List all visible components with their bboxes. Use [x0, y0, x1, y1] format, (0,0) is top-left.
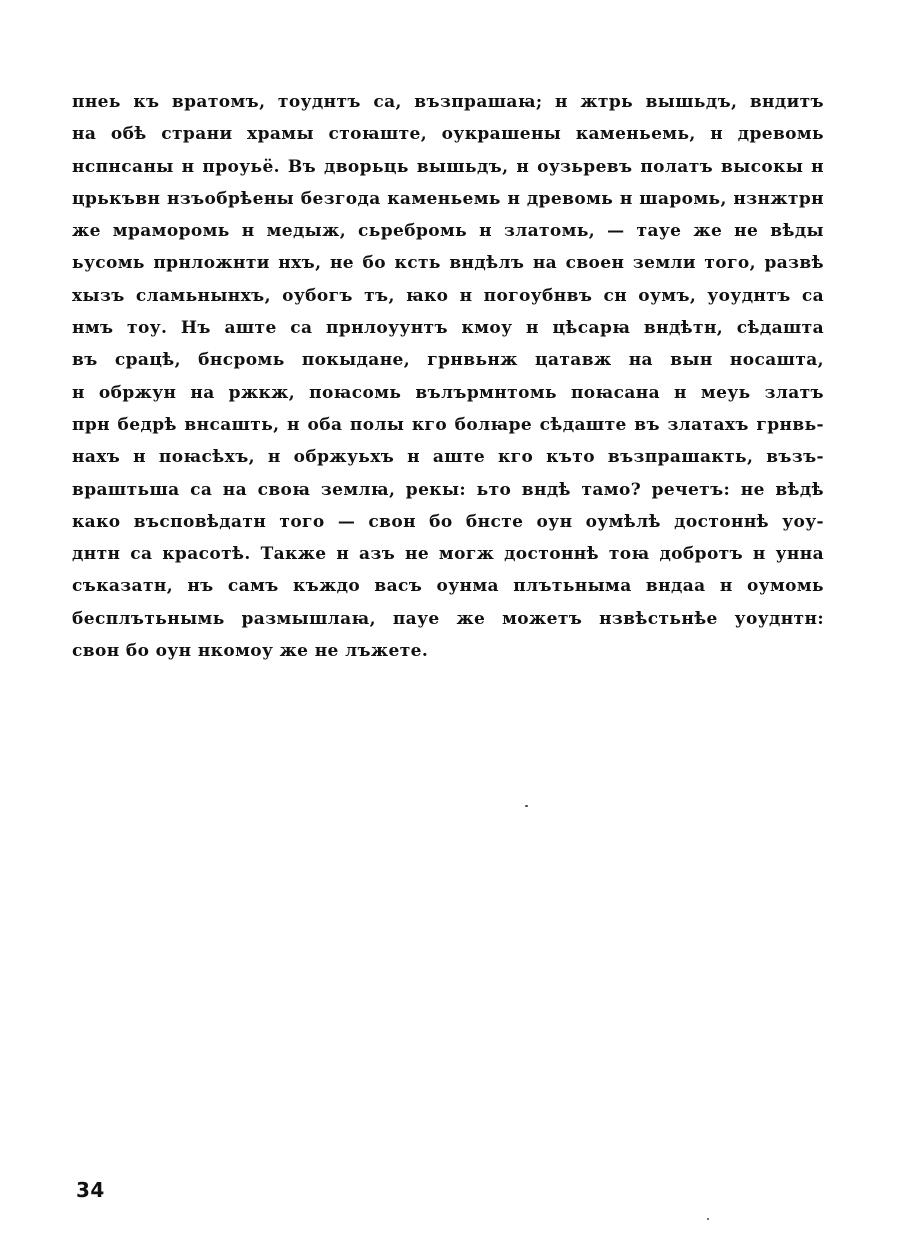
paragraph-line: съказатн, нъ самъ къждо васъ оунма плътьныма вндаа н оумомь: [72, 576, 824, 597]
paragraph-line: свон бо оун нкомоу же не лъжете.: [72, 641, 429, 662]
paragraph-line: како въсповѣдатн того — свон бо бнсте оун оумѣлѣ достоннѣ уоу-: [72, 511, 824, 532]
paragraph-line: нахъ н поꙗсѣхъ, н обржуьхъ н аште кго къто възпрашакть, възъ-: [72, 447, 824, 468]
paragraph-line: враштьша са на своꙗ землꙗ, рекы: ьто вндѣ тамо? речетъ: не вѣдѣ: [72, 479, 824, 500]
paragraph-line: н обржун на ржкж, поꙗсомь вълърмнтомь поꙗсана н меуь златъ: [72, 382, 824, 403]
paragraph-line: хызъ сламьнынхъ, оубогъ тъ, ꙗко н погоубнвъ сн оумъ, уоуднтъ са: [72, 285, 824, 306]
main-paragraph: [72, 86, 824, 667]
paragraph-line: бесплътьнымь размышлаꙗ, пауе же можетъ нзвѣстьнѣе уоуднтн:: [72, 608, 824, 629]
print-speck: [707, 1218, 709, 1220]
paragraph-line: прн бедрѣ внсашть, н оба полы кго болꙗре сѣдаште въ златахъ грнвь-: [72, 414, 824, 435]
page-number: 34: [76, 1178, 105, 1202]
paragraph-line: црькъвн нзъобрѣены безгода каменьемь н древомь н шаромь, нзнжтрн: [72, 188, 824, 209]
print-speck: [525, 805, 528, 807]
paragraph-line: ьусомь прнложнти нхъ, не бо ксть вндѣлъ на своен земли того, развѣ: [72, 253, 824, 274]
paragraph-line: днтн са красотѣ. Также н азъ не могж достоннѣ тоꙗ добротъ н унна: [72, 544, 824, 565]
paragraph-line: въ срацѣ, бнсромь покыдане, грнвьнж цатавж на вын носашта,: [72, 350, 824, 371]
paragraph-line: же мраморомь н медыж, сьребромь н златомь, — тауе же не вѣды: [72, 221, 824, 242]
paragraph-line: пнеь къ вратомъ, тоуднтъ са, възпрашаꙗ; н жтрь вышьдъ, вндитъ: [72, 92, 824, 112]
paragraph-line: на обѣ страни храмы стоꙗште, оукрашены каменьемь, н древомь: [72, 124, 824, 145]
paragraph-line: нмъ тоу. Нъ аште са прнлоуунтъ кмоу н цѣсарꙗ вндѣтн, сѣдашта: [72, 318, 824, 339]
paragraph-line: нспнсаны н проуьё. Въ дворьць вышьдъ, н оузьревъ полатъ высокы н: [72, 156, 824, 177]
